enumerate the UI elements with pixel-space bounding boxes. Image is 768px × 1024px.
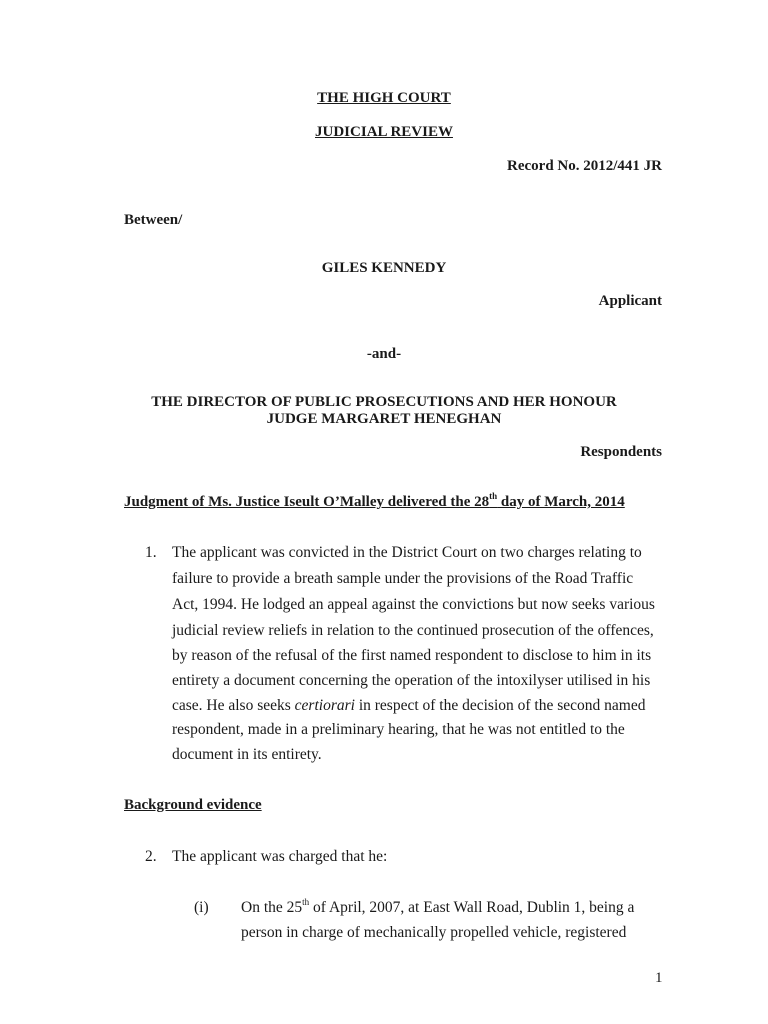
respondents-role: Respondents xyxy=(580,444,662,460)
respondents-names-line2: JUDGE MARGARET HENEGHAN xyxy=(266,411,502,427)
between-label: Between/ xyxy=(124,212,183,228)
paragraph-1-line: document in its entirety. xyxy=(172,746,322,763)
paragraph-1-line: The applicant was convicted in the District Court on two charges relating to xyxy=(172,544,642,561)
and-separator: -and- xyxy=(366,346,402,362)
court-title: THE HIGH COURT xyxy=(317,90,451,106)
judgment-heading: Judgment of Ms. Justice Iseult O’Malley delivered the 28th day of March, 2014 xyxy=(124,491,625,510)
item-i-line: person in charge of mechanically propelled vehicle, registered xyxy=(241,924,627,941)
page-number: 1 xyxy=(655,970,663,986)
applicant-name: GILES KENNEDY xyxy=(321,260,447,276)
record-number: Record No. 2012/441 JR xyxy=(507,158,662,174)
division-title: JUDICIAL REVIEW xyxy=(315,124,453,140)
paragraph-1-line: entirety a document concerning the operation of the intoxilyser utilised in his xyxy=(172,672,651,689)
paragraph-1-line: case. He also seeks certiorari in respect of the decision of the second named xyxy=(172,697,646,714)
paragraph-2-text: The applicant was charged that he: xyxy=(172,848,388,865)
paragraph-1-number: 1. xyxy=(145,544,157,561)
paragraph-1-line: failure to provide a breath sample under the provisions of the Road Traffic xyxy=(172,570,634,587)
respondents-names-line1: THE DIRECTOR OF PUBLIC PROSECUTIONS AND HER HONOUR xyxy=(151,394,617,410)
item-i-marker: (i) xyxy=(194,899,209,916)
paragraph-1-line: by reason of the refusal of the first named respondent to disclose to him in its xyxy=(172,647,652,664)
section-heading-background-evidence: Background evidence xyxy=(124,797,262,813)
applicant-role: Applicant xyxy=(598,293,662,309)
paragraph-1-line: Act, 1994. He lodged an appeal against the convictions but now seeks various xyxy=(172,596,655,613)
item-i-line: On the 25th of April, 2007, at East Wall Road, Dublin 1, being a xyxy=(241,896,635,916)
paragraph-2-number: 2. xyxy=(145,848,157,865)
paragraph-1-line: respondent, made in a preliminary hearing, that he was not entitled to the xyxy=(172,721,625,738)
paragraph-1-line: judicial review reliefs in relation to the continued prosecution of the offences, xyxy=(172,622,654,639)
